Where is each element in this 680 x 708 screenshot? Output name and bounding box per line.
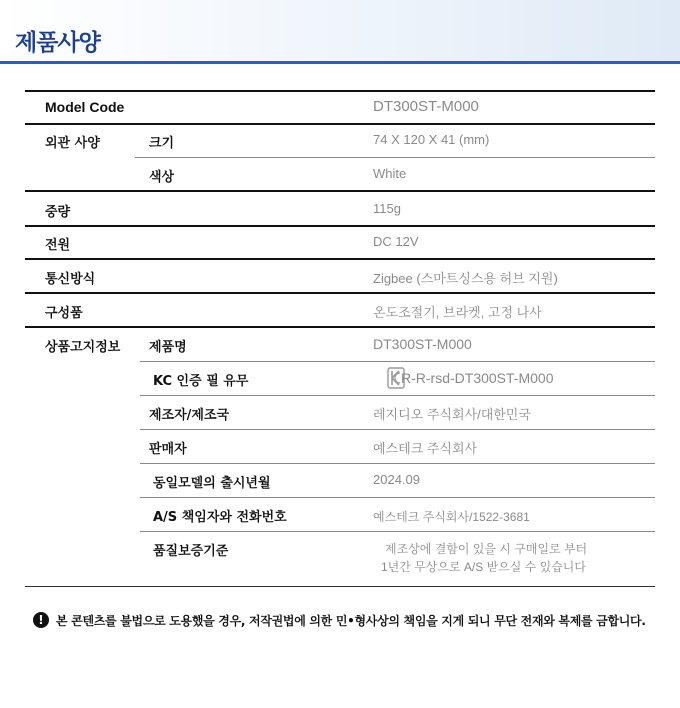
row-value: 온도조절기, 브라켓, 고정 나사: [373, 305, 542, 320]
sub-label: 제조자/제조국: [149, 408, 230, 423]
sub-label: A/S 책임자와 전화번호: [153, 510, 287, 525]
row-value: 예스테크 주식회사/1522-3681: [373, 510, 530, 524]
sub-divider: [140, 429, 655, 430]
copyright-notice: 본 콘텐츠를 불법으로 도용했을 경우, 저작권법에 의한 민•형사상의 책임을 지게 되니 무단 전재와 복제를 금합니다.: [56, 614, 646, 628]
title-rule: [0, 61, 680, 64]
row-label: 전원: [45, 238, 71, 253]
row-label: 상품고지정보: [45, 340, 121, 355]
sub-label: KC 인증 필 유무: [153, 374, 249, 389]
table-bottom-border: [25, 586, 655, 587]
page-title: 제품사양: [15, 30, 100, 56]
row-label: 중량: [45, 205, 71, 220]
row-value-line2: 1년간 무상으로 A/S 받으실 수 있습니다: [381, 560, 586, 574]
row-divider: [25, 190, 655, 192]
row-value: White: [373, 166, 407, 181]
row-label: Model Code: [45, 99, 125, 115]
row-divider: [25, 258, 655, 260]
row-value: DT300ST-M000: [373, 98, 479, 115]
sub-divider: [140, 531, 655, 532]
row-value: Zigbee (스마트싱스용 허브 지원): [373, 271, 558, 286]
sub-label: 판매자: [149, 442, 187, 457]
sub-label: 품질보증기준: [153, 544, 229, 559]
sub-divider: [140, 463, 655, 464]
row-value: 레지디오 주식회사/대한민국: [373, 407, 531, 422]
row-value-line1: 제조상에 결함이 있을 시 구매일로 부터: [385, 542, 588, 556]
table-top-border: [25, 90, 655, 92]
row-label: 외관 사양: [45, 136, 100, 151]
sub-divider: [135, 157, 655, 158]
sub-label: 제품명: [149, 340, 187, 355]
row-value: 예스테크 주식회사: [373, 441, 478, 456]
row-value: DT300ST-M000: [373, 336, 472, 352]
sub-label: 색상: [149, 170, 175, 185]
row-value: 2024.09: [373, 472, 420, 487]
sub-divider: [140, 497, 655, 498]
row-value: 115g: [373, 201, 401, 216]
row-divider: [25, 326, 655, 328]
row-divider: [25, 225, 655, 227]
exclamation-icon: !: [33, 612, 49, 628]
sub-label: 동일모델의 출시년월: [153, 476, 271, 491]
row-value: R-R-rsd-DT300ST-M000: [401, 370, 554, 386]
sub-divider: [140, 361, 655, 362]
row-value: 74 X 120 X 41 (mm): [373, 132, 490, 147]
header-band: [0, 0, 680, 64]
row-label: 통신방식: [45, 272, 96, 287]
sub-divider: [140, 395, 655, 396]
row-value: DC 12V: [373, 234, 419, 249]
sub-label: 크기: [149, 136, 175, 151]
row-label: 구성품: [45, 306, 83, 321]
row-divider: [25, 292, 655, 294]
row-divider: [25, 123, 655, 125]
